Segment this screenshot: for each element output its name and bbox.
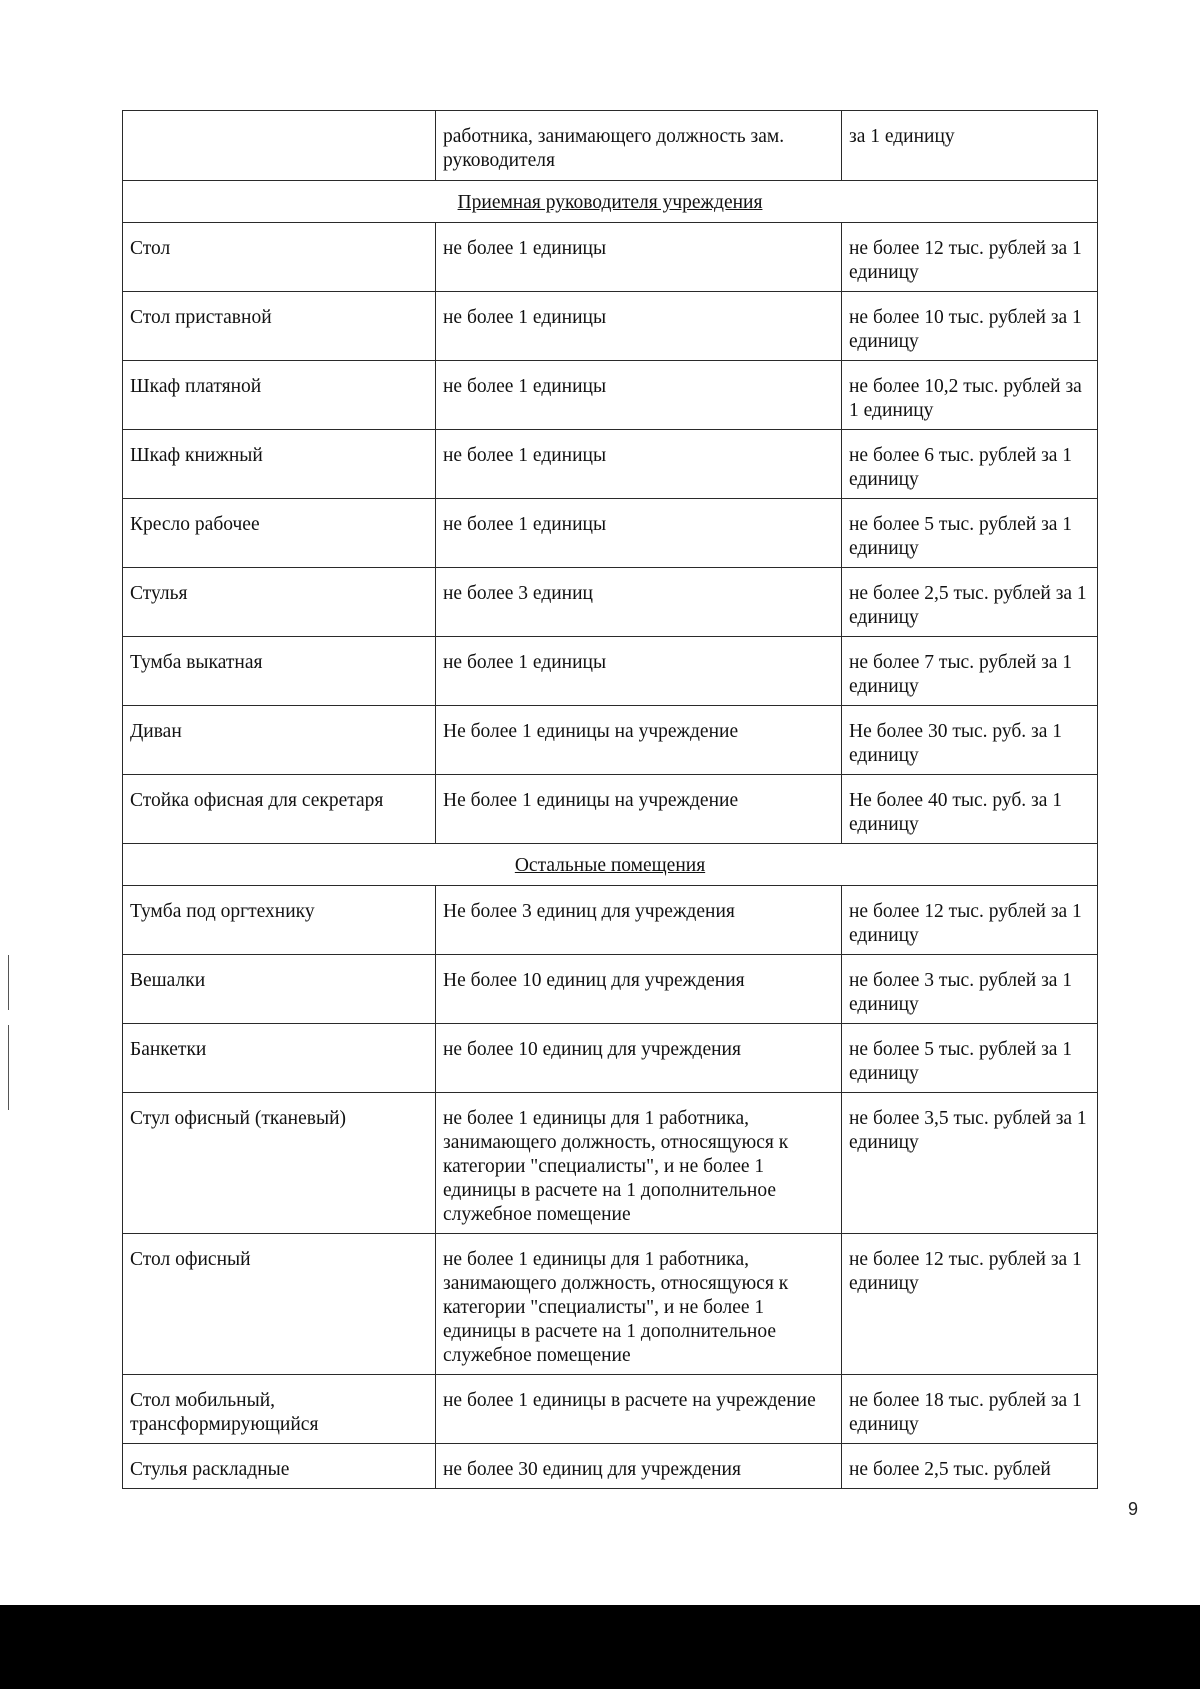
table-row: [123, 955, 1098, 1024]
item-quantity-cell: не более 1 единицы: [436, 430, 842, 499]
item-price-cell: не более 6 тыс. рублей за 1 единицу: [842, 430, 1098, 499]
item-price-cell: не более 7 тыс. рублей за 1 единицу: [842, 637, 1098, 706]
item-price-cell: не более 18 тыс. рублей за 1 единицу: [842, 1375, 1098, 1444]
item-name-cell: Шкаф платяной: [123, 361, 436, 430]
item-quantity-cell: не более 1 единицы: [436, 292, 842, 361]
item-name-cell: [123, 111, 436, 181]
item-price-cell: не более 10 тыс. рублей за 1 единицу: [842, 292, 1098, 361]
table-row: [123, 430, 1098, 499]
item-price-cell: за 1 единицу: [842, 111, 1098, 181]
item-price-cell: не более 12 тыс. рублей за 1 единицу: [842, 223, 1098, 292]
table-row: [123, 361, 1098, 430]
item-price-cell: не более 5 тыс. рублей за 1 единицу: [842, 499, 1098, 568]
table-body: [123, 111, 1098, 1489]
item-name-cell: Банкетки: [123, 1024, 436, 1093]
table-row: [123, 1375, 1098, 1444]
item-quantity-cell: не более 30 единиц для учреждения: [436, 1444, 842, 1489]
section-header-row: [123, 181, 1098, 223]
item-name-cell: Стол мобильный, трансформирующийся: [123, 1375, 436, 1444]
item-name-cell: Тумба выкатная: [123, 637, 436, 706]
item-price-cell: не более 5 тыс. рублей за 1 единицу: [842, 1024, 1098, 1093]
margin-mark: [8, 1025, 9, 1110]
table-row: [123, 886, 1098, 955]
section-title: Приемная руководителя учреждения: [457, 192, 763, 213]
item-price-cell: не более 10,2 тыс. рублей за 1 единицу: [842, 361, 1098, 430]
item-name-cell: Стулья: [123, 568, 436, 637]
item-quantity-cell: не более 1 единицы для 1 работника, занимающего должность, относящуюся к категории "специалисты", и не более 1 единицы в расчете на 1 дополнительное служебное помещение: [436, 1093, 842, 1234]
item-price-cell: не более 12 тыс. рублей за 1 единицу: [842, 1234, 1098, 1375]
item-price-cell: не более 12 тыс. рублей за 1 единицу: [842, 886, 1098, 955]
table-row: [123, 775, 1098, 844]
section-title-cell: [123, 844, 1098, 886]
item-quantity-cell: Не более 3 единиц для учреждения: [436, 886, 842, 955]
table-row: [123, 706, 1098, 775]
item-price-cell: Не более 30 тыс. руб. за 1 единицу: [842, 706, 1098, 775]
table-row: [123, 568, 1098, 637]
item-quantity-cell: не более 10 единиц для учреждения: [436, 1024, 842, 1093]
item-quantity-cell: не более 1 единицы: [436, 361, 842, 430]
table-row: [123, 292, 1098, 361]
item-name-cell: Кресло рабочее: [123, 499, 436, 568]
item-name-cell: Тумба под оргтехнику: [123, 886, 436, 955]
item-quantity-cell: Не более 10 единиц для учреждения: [436, 955, 842, 1024]
item-name-cell: Стул офисный (тканевый): [123, 1093, 436, 1234]
item-quantity-cell: Не более 1 единицы на учреждение: [436, 706, 842, 775]
item-name-cell: Стол: [123, 223, 436, 292]
table-row: [123, 499, 1098, 568]
page-number: 9: [1128, 1499, 1139, 1519]
item-name-cell: Стулья раскладные: [123, 1444, 436, 1489]
item-name-cell: Стол приставной: [123, 292, 436, 361]
margin-mark: [8, 955, 9, 1010]
furniture-norms-table-container: [122, 110, 1097, 1489]
item-quantity-cell: не более 1 единицы для 1 работника, занимающего должность, относящуюся к категории "специалисты", и не более 1 единицы в расчете на 1 дополнительное служебное помещение: [436, 1234, 842, 1375]
item-price-cell: не более 2,5 тыс. рублей: [842, 1444, 1098, 1489]
table-row: [123, 1093, 1098, 1234]
item-quantity-cell: не более 1 единицы: [436, 499, 842, 568]
item-price-cell: не более 2,5 тыс. рублей за 1 единицу: [842, 568, 1098, 637]
item-price-cell: не более 3,5 тыс. рублей за 1 единицу: [842, 1093, 1098, 1234]
item-quantity-cell: Не более 1 единицы на учреждение: [436, 775, 842, 844]
table-row: [123, 1024, 1098, 1093]
furniture-norms-table: [122, 110, 1098, 1489]
item-name-cell: Шкаф книжный: [123, 430, 436, 499]
item-quantity-cell: не более 1 единицы: [436, 223, 842, 292]
item-name-cell: Диван: [123, 706, 436, 775]
item-quantity-cell: не более 3 единиц: [436, 568, 842, 637]
item-name-cell: Вешалки: [123, 955, 436, 1024]
item-name-cell: Стол офисный: [123, 1234, 436, 1375]
item-quantity-cell: не более 1 единицы в расчете на учреждение: [436, 1375, 842, 1444]
table-row: [123, 1234, 1098, 1375]
item-quantity-cell: работника, занимающего должность зам. руководителя: [436, 111, 842, 181]
item-quantity-cell: не более 1 единицы: [436, 637, 842, 706]
table-row: [123, 111, 1098, 181]
section-header-row: [123, 844, 1098, 886]
section-title: Остальные помещения: [514, 855, 706, 876]
table-row: [123, 223, 1098, 292]
section-title-cell: [123, 181, 1098, 223]
table-row: [123, 1444, 1098, 1489]
item-name-cell: Стойка офисная для секретаря: [123, 775, 436, 844]
item-price-cell: Не более 40 тыс. руб. за 1 единицу: [842, 775, 1098, 844]
table-row: [123, 637, 1098, 706]
scan-bottom-band: [0, 1605, 1200, 1689]
item-price-cell: не более 3 тыс. рублей за 1 единицу: [842, 955, 1098, 1024]
